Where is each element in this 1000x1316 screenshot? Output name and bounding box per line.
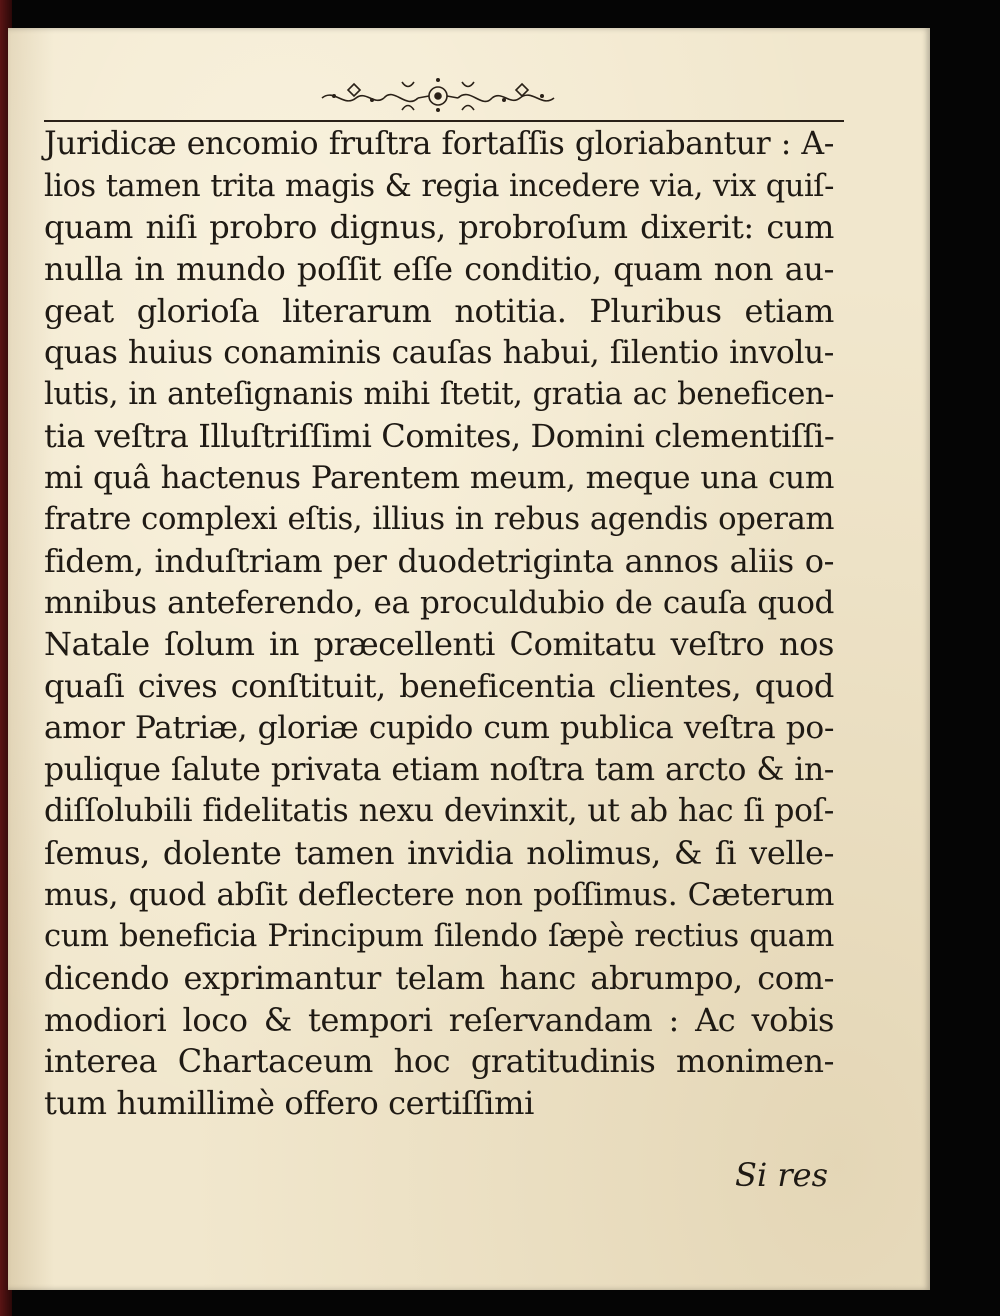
text-line: lios tamen trita magis & regia incedere via, vix quiſ- [44,168,834,204]
text-line: diſſolubili fidelitatis nexu devinxit, ut ab hac ſi poſ- [44,793,834,830]
text-line: nulla in mundo poſſit eſſe conditio, quam non au- [44,250,834,289]
text-line: tia veſtra Illuſtriſſimi Comites, Domini clementiſſi- [44,416,835,455]
head-rule [44,120,844,122]
text-line: geat glorioſa literarum notitia. Pluribus etiam [44,291,834,330]
text-line: fratre complexi eſtis, illius in rebus agendis operam [44,502,834,538]
text-line: Natale ſolum in præcellenti Comitatu veſtro nos [44,625,834,664]
text-line: mnibus anteferendo, ea proculdubio de cauſa quod [44,584,834,621]
text-line: amor Patriæ, gloriæ cupido cum publica veſtra po- [44,709,834,746]
text-line: mus, quod abſit deflectere non poſſimus. Cæterum [44,876,834,913]
text-line: interea Chartaceum hoc gratitudinis monimen- [44,1042,834,1081]
text-line: quam niſi probro dignus, probroſum dixerit: cum [44,208,834,247]
text-line: quas huius conaminis cauſas habui, ſilentio involu- [44,334,834,371]
book-page [8,28,930,1290]
text-line: pulique ſalute privata etiam noſtra tam arcto & in- [44,751,834,788]
text-line: quaſi cives conſtituit, beneficentia clientes, quod [44,667,834,706]
text-line: Juridicæ encomio fruſtra fortaſſis gloriabantur : A- [44,126,834,162]
text-line: lutis, in anteſignanis mihi ſtetit, gratia ac beneficen- [44,377,834,413]
text-line: dicendo exprimantur telam hanc abrumpo, com- [44,959,834,998]
text-line: modiori loco & tempori reſervandam : Ac vobis [44,1000,834,1039]
catchword: Si res [735,1156,828,1194]
text-line: mi quâ hactenus Parentem meum, meque una cum [44,459,834,496]
text-line: fidem, induſtriam per duodetriginta annos aliis o- [44,542,834,581]
text-line: ſemus, dolente tamen invidia nolimus, & ſi velle- [44,833,834,872]
text-line: cum beneficia Principum ſilendo ſæpè rectius quam [44,919,834,955]
body-text [44,124,834,1125]
text-line: tum humillimè offero certiſſimi [44,1084,534,1123]
ornamental-headpiece [314,74,562,114]
